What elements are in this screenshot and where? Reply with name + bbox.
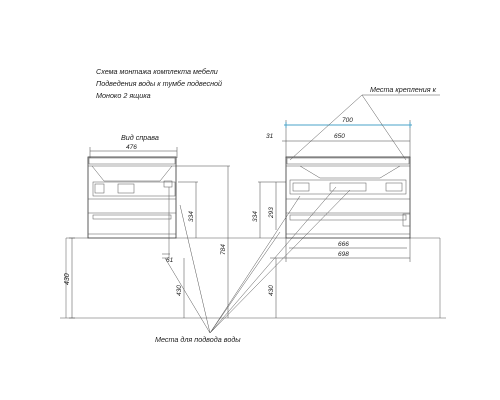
side-view xyxy=(88,133,230,318)
side-h-334: 334 xyxy=(188,211,195,222)
side-h-430: 430 xyxy=(176,285,183,296)
front-offset: 31 xyxy=(266,133,274,140)
note-line-2: Подведения воды к тумбе подвесной xyxy=(96,79,223,88)
floor-lines xyxy=(60,238,446,318)
note-line-3: Моноко 2 ящика xyxy=(96,91,151,100)
dim-floor-430-label: 430 xyxy=(64,273,71,285)
notes-block xyxy=(96,67,222,100)
front-bottom-698: 698 xyxy=(338,251,349,258)
front-inner-width: 650 xyxy=(334,133,345,140)
side-view-title: Вид справа xyxy=(121,133,159,142)
side-width-label: 476 xyxy=(126,144,137,151)
mount-points-callout xyxy=(290,85,440,160)
front-h-430: 430 xyxy=(268,285,275,296)
water-points-label: Места для подвода воды xyxy=(155,335,241,344)
mount-points-label: Места крепления к xyxy=(370,85,436,94)
front-h-334: 334 xyxy=(252,211,259,222)
side-cabinet-body xyxy=(88,157,176,238)
front-view xyxy=(252,117,412,318)
side-h-784: 784 xyxy=(220,244,227,255)
front-cabinet-body xyxy=(286,157,410,238)
front-bottom-666: 666 xyxy=(338,241,349,248)
front-h-293: 293 xyxy=(268,207,275,218)
note-line-1: Схема монтажа комплекта мебели xyxy=(96,67,218,76)
dim-floor-430 xyxy=(64,238,75,318)
front-top-width: 700 xyxy=(342,117,353,124)
side-h-61: 61 xyxy=(166,257,174,264)
